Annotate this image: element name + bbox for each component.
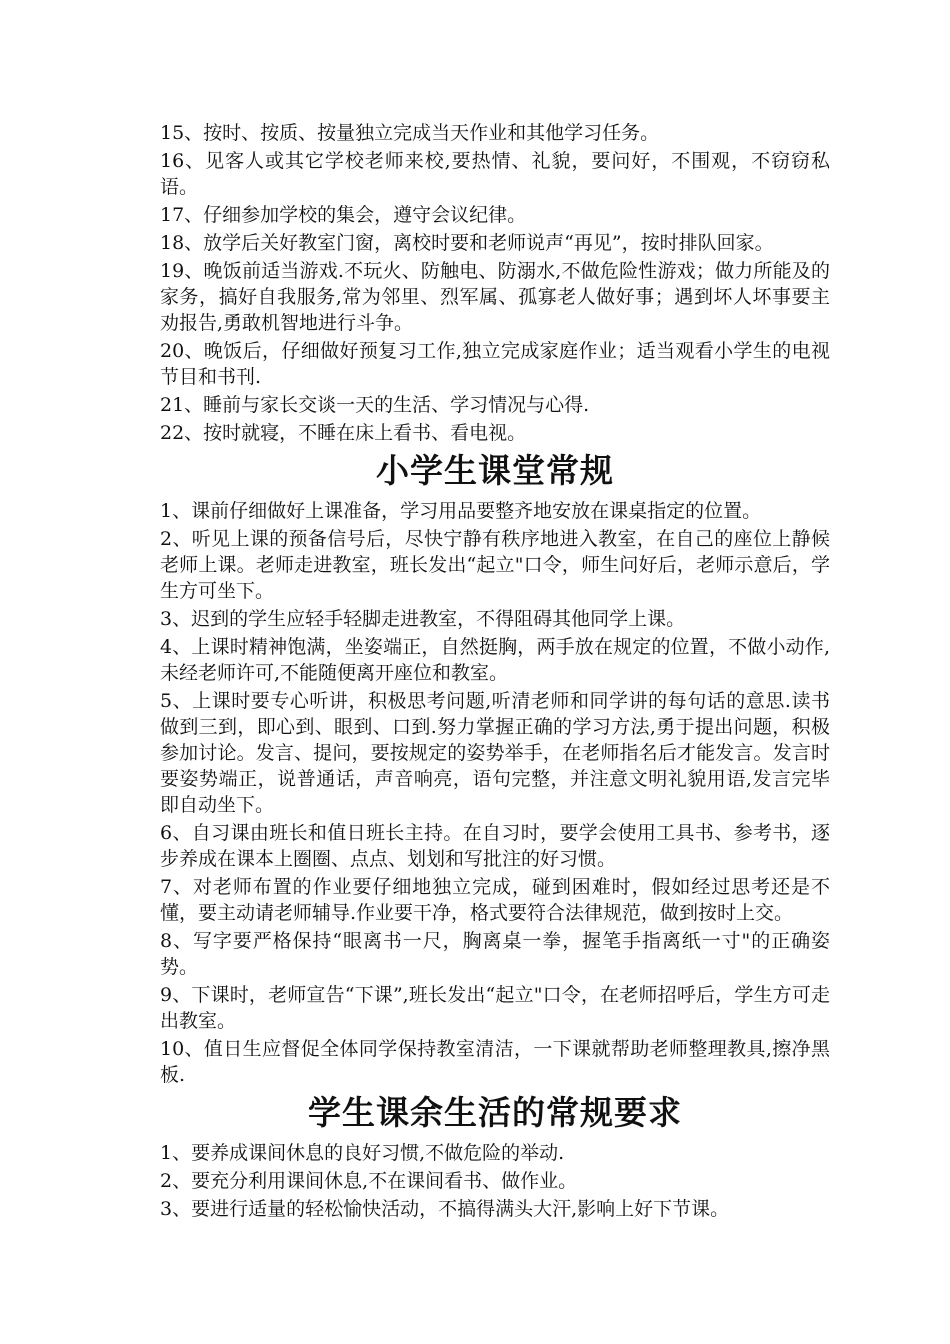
- list-item: 4、上课时精神饱满，坐姿端正，自然挺胸，两手放在规定的位置，不做小动作,未经老师许可,不能随便离开座位和教室。: [160, 636, 830, 684]
- list-item: 16、见客人或其它学校老师来校,要热情、礼貌，要问好，不围观，不窃窃私语。: [160, 150, 830, 198]
- rules-list-continued: [160, 120, 830, 446]
- list-item: 2、要充分利用课间休息,不在课间看书、做作业。: [160, 1170, 578, 1192]
- list-item: 6、自习课由班长和值日班长主持。在自习时，要学会使用工具书、参考书，逐步养成在课本上圈圈、点点、划划和写批注的好习惯。: [160, 822, 830, 870]
- list-item: 8、写字要严格保持“眼离书一尺，胸离桌一拳，握笔手指离纸一寸"的正确姿势。: [160, 930, 830, 978]
- list-item: 7、对老师布置的作业要仔细地独立完成，碰到困难时，假如经过思考还是不懂，要主动请老师辅导.作业要干净，格式要符合法律规范，做到按时上交。: [160, 876, 830, 924]
- list-item: 2、听见上课的预备信号后，尽快宁静有秩序地进入教室，在自己的座位上静候老师上课。老师走进教室，班长发出“起立"口令，师生问好后，老师示意后，学生方可坐下。: [160, 528, 830, 602]
- list-item: 18、放学后关好教室门窗，离校时要和老师说声“再见”，按时排队回家。: [160, 232, 774, 254]
- list-item: 10、值日生应督促全体同学保持教室清洁，一下课就帮助老师整理教具,擦净黑板.: [160, 1038, 830, 1086]
- list-item: 1、要养成课间休息的良好习惯,不做危险的举动.: [160, 1142, 565, 1164]
- list-item: 17、仔细参加学校的集会，遵守会议纪律。: [160, 204, 527, 226]
- list-item: 20、晚饭后，仔细做好预复习工作,独立完成家庭作业；适当观看小学生的电视节目和书刊.: [160, 340, 830, 388]
- list-item: 3、迟到的学生应轻手轻脚走进教室，不得阻碍其他同学上课。: [160, 608, 686, 630]
- list-item: 5、上课时要专心听讲，积极思考问题,听清老师和同学讲的每句话的意思.读书做到三到，即心到、眼到、口到.努力掌握正确的学习方法,勇于提出问题，积极参加讨论。发言、提问，要按规定的姿势举手，在老师指名后才能发言。发言时要姿势端正，说普通话，声音响亮，语句完整，并注意文明礼貌用语,发言完毕即自动坐下。: [160, 690, 830, 816]
- list-item: 3、要进行适量的轻松愉快活动，不搞得满头大汗,影响上好下节课。: [160, 1198, 730, 1220]
- document-page: [160, 120, 830, 1224]
- list-item: 19、晚饭前适当游戏.不玩火、防触电、防溺水,不做危险性游戏；做力所能及的家务，搞好自我服务,常为邻里、烈军属、孤寡老人做好事；遇到坏人坏事要主劝报告,勇敢机智地进行斗争。: [160, 260, 830, 334]
- list-item: 21、睡前与家长交谈一天的生活、学习情况与心得.: [160, 394, 590, 416]
- after-class-rules-list: [160, 1140, 830, 1222]
- classroom-rules-list: [160, 498, 830, 1088]
- section-title-classroom-rules: 小学生课堂常规: [376, 451, 614, 490]
- list-item: 22、按时就寝，不睡在床上看书、看电视。: [160, 422, 527, 444]
- section-title-after-class-rules: 学生课余生活的常规要求: [308, 1093, 682, 1132]
- list-item: 1、课前仔细做好上课准备，学习用品要整齐地安放在课桌指定的位置。: [160, 500, 762, 522]
- list-item: 15、按时、按质、按量独立完成当天作业和其他学习任务。: [160, 122, 660, 144]
- list-item: 9、下课时，老师宣告“下课”,班长发出“起立"口令，在老师招呼后，学生方可走出教室。: [160, 984, 830, 1032]
